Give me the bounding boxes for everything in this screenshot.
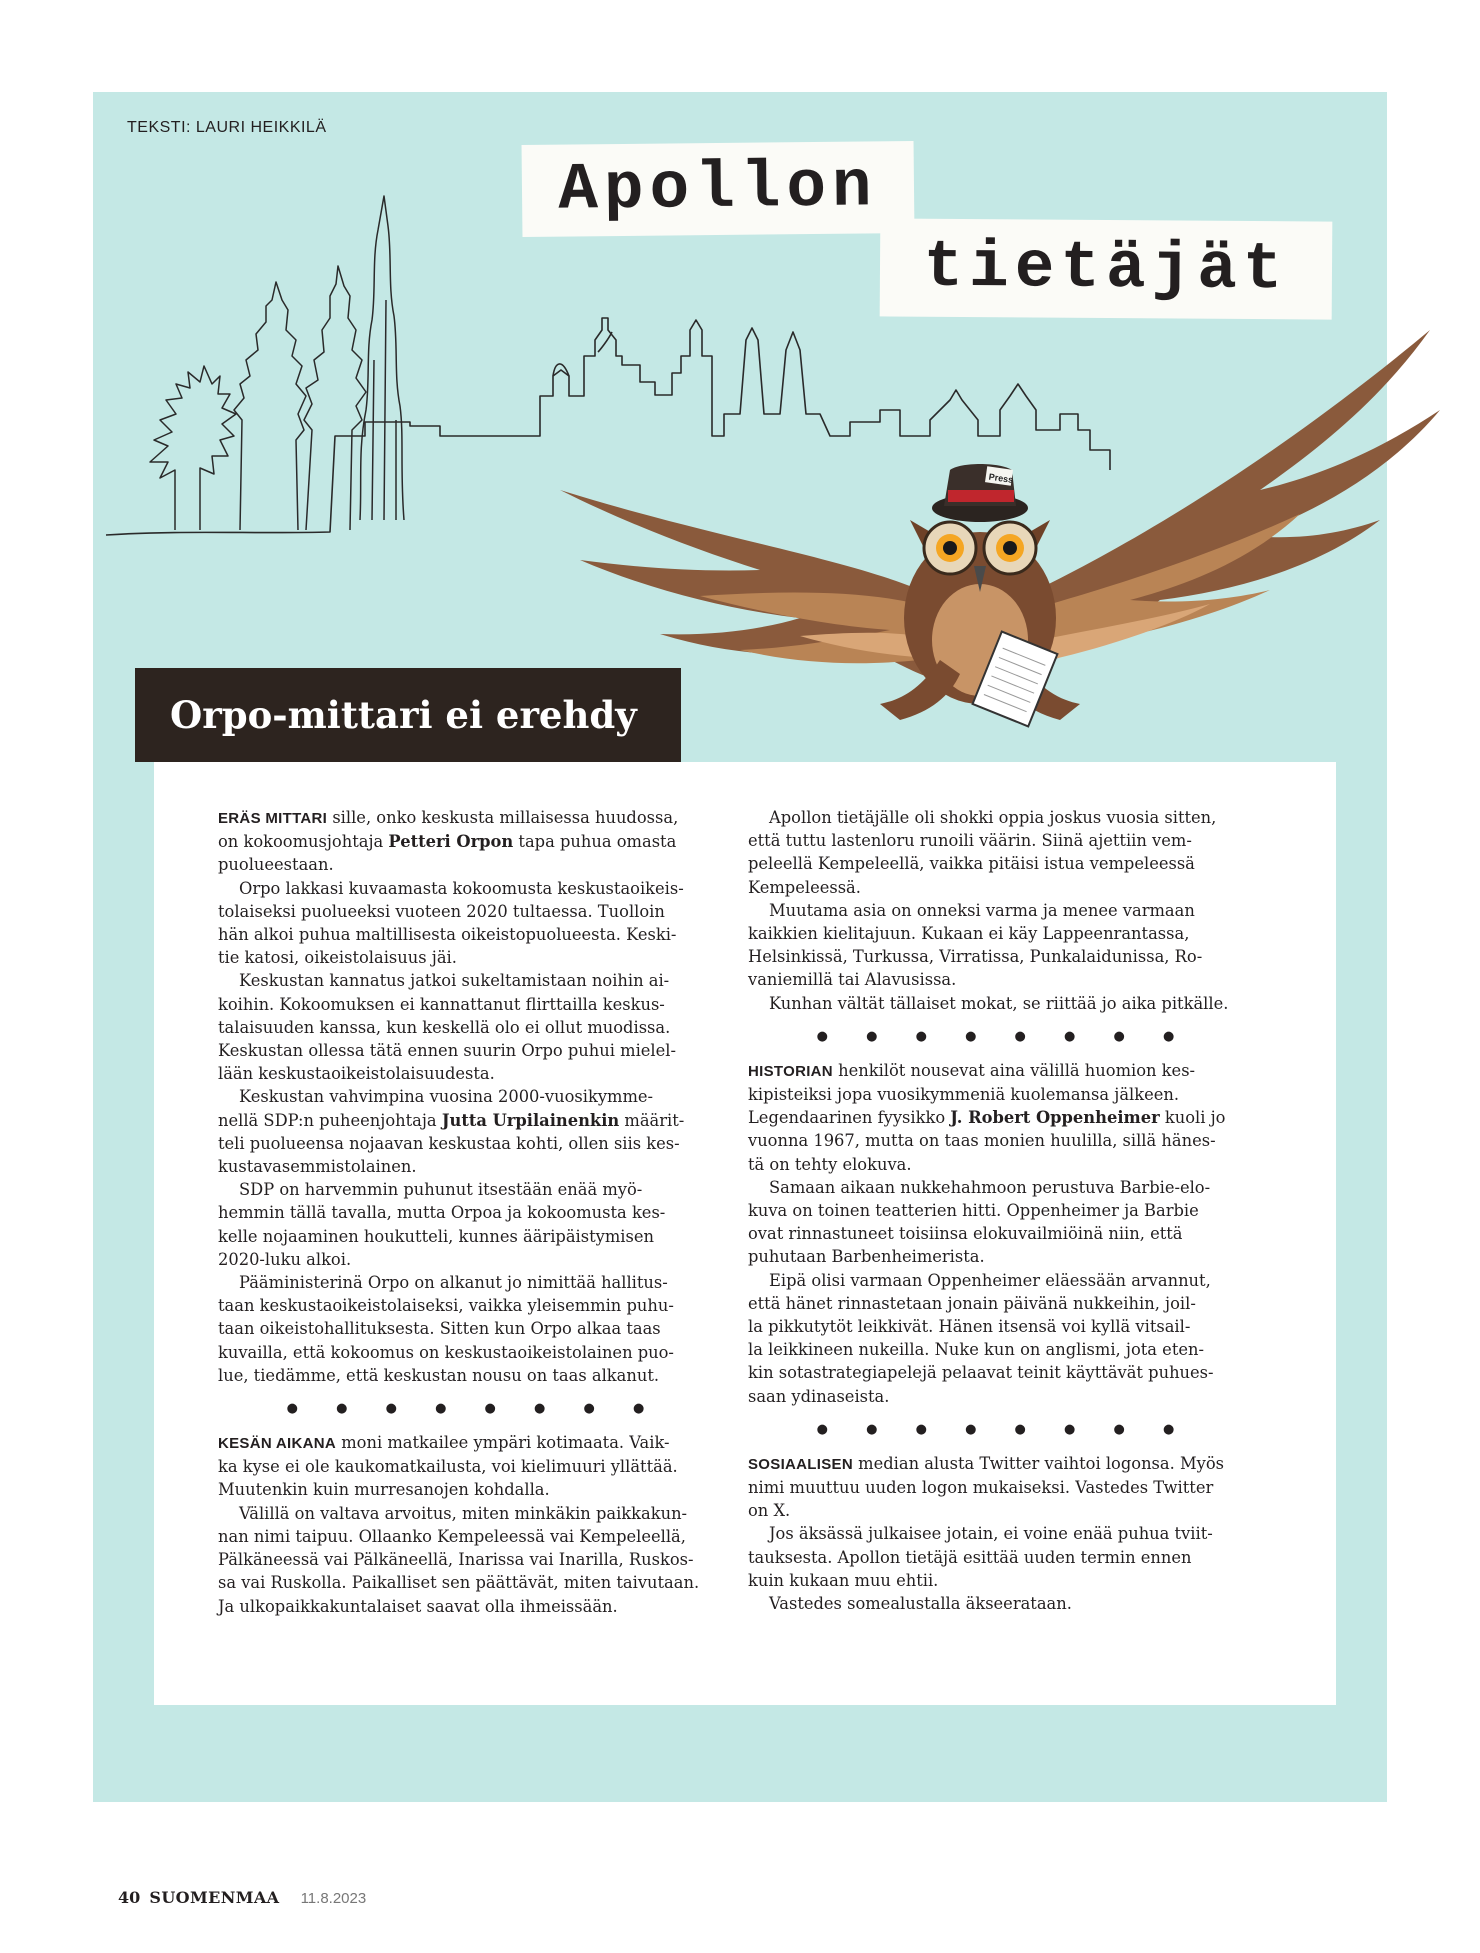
text-run: nimi muuttuu uuden logon mukaiseksi. Vastedes Twitter xyxy=(748,1478,1214,1498)
article-paragraph xyxy=(748,1522,1243,1592)
section-divider-dots: ● ● ● ● ● ● ● ● xyxy=(816,1421,1192,1437)
article-column-right xyxy=(748,806,1243,1615)
text-run: Keskustan ollessa tätä ennen suurin Orpo puhui mielel- xyxy=(218,1041,676,1061)
text-run: kustavasemmistolainen. xyxy=(218,1157,417,1177)
article-paragraph xyxy=(218,969,713,1085)
title-line-2: tietäjät xyxy=(880,218,1333,319)
text-run: on X. xyxy=(748,1501,791,1521)
text-run: lään keskustaoikeistolaisuudesta. xyxy=(218,1064,495,1084)
text-run: Kempeleessä. xyxy=(748,877,861,897)
text-run: moni matkailee ympäri kotimaata. Vaik- xyxy=(336,1433,670,1453)
text-run: kuva on toinen teatterien hitti. Oppenheimer ja Barbie xyxy=(748,1201,1199,1221)
text-run: Muutenkin kuin murresanojen kohdalla. xyxy=(218,1480,550,1500)
article-paragraph xyxy=(218,1085,713,1178)
text-run: nan nimi taipuu. Ollaanko Kempeleessä vai Kempeleellä, xyxy=(218,1526,686,1546)
hat-press-card: Press xyxy=(988,471,1014,485)
text-run: kelle nojaaminen houkutteli, kunnes ääripäistymisen xyxy=(218,1226,654,1246)
article-paragraph xyxy=(748,899,1243,992)
article-paragraph xyxy=(748,1059,1243,1176)
text-run: sa vai Ruskolla. Paikalliset sen päättävät, miten taivutaan. xyxy=(218,1573,700,1593)
text-run: tapa puhua omasta xyxy=(513,832,677,852)
folio xyxy=(118,1888,366,1907)
text-run: hän alkoi puhua maltillisesta oikeistopuolueesta. Keski- xyxy=(218,925,677,945)
text-run: median alusta Twitter vaihtoi logonsa. Myös xyxy=(852,1453,1224,1473)
text-run: kuoli jo xyxy=(1159,1108,1226,1128)
text-run: taan oikeistohallituksesta. Sitten kun Orpo alkaa taas xyxy=(218,1319,661,1339)
text-run: tä on tehty elokuva. xyxy=(748,1154,912,1174)
text-run: SDP on harvemmin puhunut itsestään enää myö- xyxy=(239,1180,643,1200)
text-run: lue, tiedämme, että keskustan nousu on taas alkanut. xyxy=(218,1365,660,1385)
text-run: taan keskustaoikeistolaiseksi, vaikka yleisemmin puhu- xyxy=(218,1296,674,1316)
text-run: Keskustan vahvimpina vuosina 2000-vuosikymme- xyxy=(239,1087,654,1107)
paragraph-kicker: HISTORIAN xyxy=(748,1062,833,1080)
paragraph-kicker: SOSIAALISEN xyxy=(748,1455,853,1473)
owl-icon xyxy=(560,330,1440,726)
article-paragraph xyxy=(748,1176,1243,1269)
text-run: vuonna 1967, mutta on taas monien huulilla, sillä hänes- xyxy=(748,1131,1216,1151)
text-run: tauksesta. Apollon tietäjä esittää uuden termin ennen xyxy=(748,1547,1192,1567)
paragraph-kicker: KESÄN AIKANA xyxy=(218,1435,337,1453)
text-run: saan ydinaseista. xyxy=(748,1386,890,1406)
article-paragraph xyxy=(748,806,1243,899)
text-run: että hänet rinnastetaan jonain päivänä nukkeihin, joil- xyxy=(748,1293,1196,1313)
text-run: Vastedes somealustalla äkseerataan. xyxy=(769,1594,1072,1614)
text-run: puolueestaan. xyxy=(218,855,334,875)
section-divider-dots: ● ● ● ● ● ● ● ● xyxy=(286,1401,662,1417)
text-run: sille, onko keskusta millaisessa huudossa, xyxy=(327,808,679,827)
tree-drawings xyxy=(150,196,404,530)
article-paragraph xyxy=(748,1269,1243,1408)
text-run: ka kyse ei ole kaukomatkailusta, voi kielimuuri yllättää. xyxy=(218,1457,678,1477)
page-number: 40 xyxy=(118,1888,141,1907)
text-run: Eipä olisi varmaan Oppenheimer eläessään arvannut, xyxy=(769,1270,1211,1290)
article-paragraph xyxy=(748,1452,1243,1523)
magazine-name: SUOMENMAA xyxy=(149,1888,280,1907)
text-run: Keskustan kannatus jatkoi sukeltamistaan noihin ai- xyxy=(239,971,670,991)
text-run: Samaan aikaan nukkehahmoon perustuva Barbie-elo- xyxy=(769,1177,1211,1197)
text-run: tie katosi, oikeistolaisuus jäi. xyxy=(218,948,457,968)
headline: Orpo-mittari ei erehdy xyxy=(170,693,637,737)
paragraph-kicker: ERÄS MITTARI xyxy=(218,810,328,827)
bold-name: J. Robert Oppenheimer xyxy=(950,1108,1160,1128)
byline: TEKSTI: LAURI HEIKKILÄ xyxy=(127,119,327,136)
skyline-owl-illustration xyxy=(0,0,1480,760)
text-run: Ja ulkopaikkakuntalaiset saavat olla ihmeissään. xyxy=(218,1596,618,1616)
text-run: Pääministerinä Orpo on alkanut jo nimittää hallitus- xyxy=(239,1273,668,1293)
text-run: vaniemillä tai Alavusissa. xyxy=(748,970,957,990)
text-run: nellä SDP:n puheenjohtaja xyxy=(218,1110,442,1130)
text-run: kin sotastrategiapelejä pelaavat teinit käyttävät puhues- xyxy=(748,1363,1214,1383)
text-run: Pälkäneessä vai Pälkäneellä, Inarissa vai Inarilla, Ruskos- xyxy=(218,1550,694,1570)
text-run: la pikkutytöt leikkivät. Hänen itsensä voi kyllä vitsail- xyxy=(748,1317,1191,1337)
article-paragraph xyxy=(218,1178,713,1271)
article-paragraph xyxy=(218,877,713,970)
text-run: kipisteiksi jopa vuosikymmeniä kuolemansa jälkeen. xyxy=(748,1085,1180,1105)
text-run: peleellä Kempeleellä, vaikka pitäisi istua vempeleessä xyxy=(748,854,1195,874)
bold-name: Petteri Orpon xyxy=(388,832,514,852)
article-paragraph xyxy=(218,1271,713,1387)
text-run: Helsinkissä, Turkussa, Virratissa, Punkalaidunissa, Ro- xyxy=(748,947,1203,967)
text-run: Orpo lakkasi kuvaamasta kokoomusta keskustaoikeis- xyxy=(239,878,684,898)
text-run: talaisuuden kanssa, kun keskellä olo ei ollut muodissa. xyxy=(218,1017,671,1037)
section-divider-dots: ● ● ● ● ● ● ● ● xyxy=(816,1028,1192,1044)
text-run: puhutaan Barbenheimerista. xyxy=(748,1247,985,1267)
text-run: teli puolueensa nojaavan keskustaa kohti, ollen siis kes- xyxy=(218,1133,680,1153)
text-run: Jos äksässä julkaisee jotain, ei voine enää puhua tviit- xyxy=(769,1524,1213,1544)
title-line-1: Apollon xyxy=(522,141,915,237)
text-run: Apollon tietäjälle oli shokki oppia joskus vuosia sitten, xyxy=(769,808,1217,827)
text-run: 2020-luku alkoi. xyxy=(218,1249,352,1269)
text-run: Välillä on valtava arvoitus, miten minkäkin paikkakun- xyxy=(239,1503,688,1523)
text-run: koihin. Kokoomuksen ei kannattanut flirttailla keskus- xyxy=(218,994,665,1014)
text-run: Muutama asia on onneksi varma ja menee varmaan xyxy=(769,900,1195,920)
text-run: hemmin tällä tavalla, mutta Orpoa ja kokoomusta kes- xyxy=(218,1203,666,1223)
text-run: määrit- xyxy=(619,1110,685,1130)
text-run: kuin kukaan muu ehtii. xyxy=(748,1570,939,1590)
issue-date: 11.8.2023 xyxy=(300,1890,367,1907)
article-paragraph xyxy=(748,992,1243,1015)
article-paragraph xyxy=(748,1592,1243,1615)
text-run: on kokoomusjohtaja xyxy=(218,832,389,852)
article-paragraph xyxy=(218,806,713,877)
text-run: kaikkien kielitajuun. Kukaan ei käy Lappeenrantassa, xyxy=(748,924,1190,944)
article-column-left xyxy=(218,806,713,1618)
text-run: että tuttu lastenloru runoili väärin. Siinä ajettiin vem- xyxy=(748,831,1192,851)
text-run: la leikkineen nukeilla. Nuke kun on anglismi, jota eten- xyxy=(748,1340,1204,1360)
bold-name: Jutta Urpilainenkin xyxy=(441,1110,620,1130)
text-run: henkilöt nousevat aina välillä huomion kes- xyxy=(832,1060,1196,1080)
article-paragraph xyxy=(218,1431,713,1502)
text-run: Kunhan vältät tällaiset mokat, se riittää jo aika pitkälle. xyxy=(769,993,1229,1013)
text-run: Legendaarinen fyysikko xyxy=(748,1108,951,1128)
text-run: kuvailla, että kokoomus on keskustaoikeistolainen puo- xyxy=(218,1342,674,1362)
article-paragraph xyxy=(218,1502,713,1618)
text-run: ovat rinnastuneet toisiinsa elokuvailmiöinä niin, että xyxy=(748,1224,1183,1244)
text-run: tolaiseksi puolueeksi vuoteen 2020 tultaessa. Tuolloin xyxy=(218,901,665,921)
